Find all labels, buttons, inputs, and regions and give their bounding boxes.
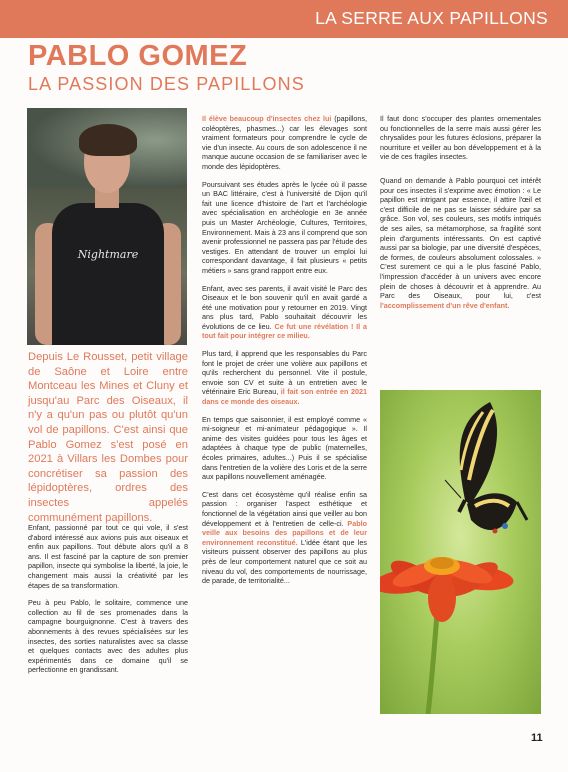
portrait-photo [27,108,187,345]
article-intro: Depuis Le Rousset, petit village de Saône et Loire entre Montceau les Mines et Cluny et jusqu'au Parc des Oiseaux, il n'y a qu'un pas ou plutôt qu'un vol de papillons. C'est ainsi que Pablo Gomez s'est posé en 2021 à Villars les Dombes pour concrétiser sa passion des lépidoptères, ordres des insectes appelés communément papillons. [28,351,188,524]
column-1 [28,523,188,683]
paragraph: C'est dans cet écosystème qu'il réalise enfin sa passion : organiser l'aspect esthétique et fonctionnel de la végétation ainsi que veiller au bon développement et à l'entretien de celle-ci. Pablo veille aux besoins des papillons et de leur environnement reconstitué. L'idée étant que les visiteurs puissent observer des papillons au plus près de leur comportement naturel que ce soit au niveau du vol, des comportements de nourrissage, de parade, de territorialité... [202,489,367,586]
paragraph: Peu à peu Pablo, le solitaire, commence une collection au fil de ses promenades dans la campagne bourguignonne. C'est à travers des abonnements à des revues spécialisées sur les insectes, des sorties naturalistes avec sa classe et quelques contacts avec des adultes plus expérimentés dans ce domaine qu'il se perfectionne en grandissant. [28,598,188,675]
highlight-text: l'accomplissement d'un rêve d'enfant. [380,300,510,310]
section-title: LA SERRE AUX PAPILLONS [315,8,548,28]
paragraph: En temps que saisonnier, il est employé comme « mi-soigneur et mi-animateur pédagogique ». Il anime des visites guidées pour tous les âges et adaptées à chaque type de public (maternelles, écoles primaires, adultes...) Puis il se spécialise dans l'entretien de la volière des Loris et de la serre aux papillons nouvellement aménagée. [202,414,367,482]
column-2 [202,114,367,594]
page-number: 11 [531,732,543,744]
column-3 [380,114,541,318]
article-subtitle: LA PASSION DES PAPILLONS [28,74,305,94]
article-title: PABLO GOMEZ [28,40,248,72]
highlight-text: Pablo veille aux besoins des papillons et de leur environnement reconstitué. [202,518,367,547]
highlight-text: Ce fut une révélation ! Il a tout fait pour intégrer ce milieu. [202,321,368,341]
shirt-print: Nightmare [77,248,139,261]
butterfly-on-flower-illustration [380,390,541,714]
paragraph: Enfant, passionné par tout ce qui vole, il s'est d'abord intéressé aux avions puis aux oiseaux et enfin aux papillons. Tout débute alors qu'il a 8 ans. Il est fasciné par la capture de son premier papillon, insecte qui symbolise la liberté, la joie, le changement mais aussi la créativité par les étapes de sa transformation. [28,523,188,590]
paragraph: Plus tard, il apprend que les responsables du Parc font le projet de créer une volière aux papillons et qu'ils recherchent du personnel. Vite il postule, envoie son CV et suite à un entretien avec le vétérinaire Eric Bureau, il fait son entrée en 2021 dans ce monde des oiseaux. [202,349,367,407]
paragraph: Quand on demande à Pablo pourquoi cet intérêt pour ces insectes il s'exprime avec émotion : « Le papillon est intrigant par essence, il attire l'œil et c'est difficile de ne pas se laisser séduire par sa grâce. Son vol, ses couleurs, ses motifs intriqués de ses ailes, sa métamorphose, sa fragilité sont plein d'arguments intéressants. On est captivé aussi par sa biologie, par une diversité d'espèces, de formes, de couleurs absolument colossales. » C'est surement ce qui a le plus fasciné Pablo, l'impression d'accéder à un univers avec encore plein de choses à découvrir et à apprendre. Au Parc des Oiseaux, pour lui, c'est l'accomplissement d'un rêve d'enfant. [380,175,541,310]
paragraph: Poursuivant ses études après le lycée où il passe un BAC littéraire, c'est à l'université de Dijon qu'il fait une licence d'histoire de l'art et l'archéologie avec spécialisation en archéologie en 3e année puis un Master Archéologie, Cultures, Territoires, Environnement. Mais à 23 ans il comprend que son avenir professionnel ne passera pas par l'étude des vestiges. En attendant de trouver un emploi lui correspondant davantage, il fait plusieurs « petits métiers » sans grand rapport entre eux. [202,179,367,275]
butterfly-photo [380,390,541,714]
paragraph: Enfant, avec ses parents, il avait visité le Parc des Oiseaux et le bon souvenir qu'il en avait gardé a été une motivation pour y retourner en 2019. Vingt ans plus tard, Pablo souhaitait découvrir les évolutions de ce lieu. Ce fut une révélation ! Il a tout fait pour intégrer ce milieu. [202,283,368,341]
highlight-text: Il élève beaucoup d'insectes chez lui [202,114,332,123]
paragraph: Il faut donc s'occuper des plantes ornementales ou fonctionnelles de la serre mais aussi gérer les chrysalides pour les futures éclosions, préparer la nourriture et veiller au bon développement et à la vie de ces fragiles insectes. [380,114,541,162]
header-band [0,0,568,38]
paragraph: Il élève beaucoup d'insectes chez lui (papillons, coléoptères, phasmes...) car les élevages sont vraiment formateurs pour comprendre le cycle de vie d'un insecte. Au cours de son adolescence il ne manque aucune occasion de se familiariser avec le monde des lépidoptères. [202,114,367,171]
highlight-text: il fait son entrée en 2021 dans ce monde des oiseaux. [202,387,367,407]
